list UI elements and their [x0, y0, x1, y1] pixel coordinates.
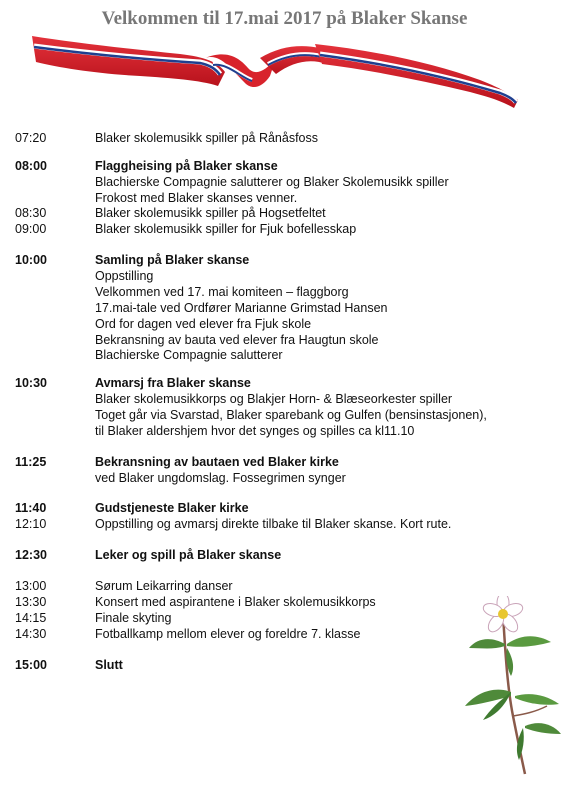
row-time: 12:10	[15, 517, 47, 531]
anemone-flower-illustration	[455, 596, 565, 776]
row-time: 14:30	[15, 627, 47, 641]
schedule-row	[0, 158, 569, 174]
row-text: Sørum Leikarring danser	[95, 579, 233, 593]
row-time: 11:25	[15, 455, 47, 469]
row-time: 10:30	[15, 376, 47, 390]
schedule-row	[0, 284, 569, 300]
row-text: Blaker skolemusikk spiller for Fjuk bofellesskap	[95, 222, 357, 236]
schedule-row	[0, 174, 569, 190]
schedule-row	[0, 470, 569, 486]
row-text: Samling på Blaker skanse	[95, 253, 250, 267]
schedule-row	[0, 332, 569, 348]
row-text: Frokost med Blaker skanses venner.	[95, 191, 298, 205]
schedule-row	[0, 190, 569, 206]
row-text: Blachierske Compagnie salutterer og Blaker Skolemusikk spiller	[95, 175, 449, 189]
row-text: Velkommen ved 17. mai komiteen – flaggborg	[95, 285, 349, 299]
row-text: Fotballkamp mellom elever og foreldre 7. klasse	[95, 627, 361, 641]
row-text: ved Blaker ungdomslag. Fossegrimen synger	[95, 471, 346, 485]
row-time: 09:00	[15, 222, 47, 236]
schedule-row	[0, 454, 569, 470]
row-text: Ord for dagen ved elever fra Fjuk skole	[95, 317, 312, 331]
row-text: Gudstjeneste Blaker kirke	[95, 501, 249, 515]
row-text: Bekransning av bauta ved elever fra Haugtun skole	[95, 333, 379, 347]
row-text: Oppstilling og avmarsj direkte tilbake til Blaker skanse. Kort rute.	[95, 517, 452, 531]
row-time: 14:15	[15, 611, 47, 625]
row-text: 17.mai-tale ved Ordfører Marianne Grimstad Hansen	[95, 301, 388, 315]
row-text: Konsert med aspirantene i Blaker skolemusikkorps	[95, 595, 376, 609]
schedule-row	[0, 300, 569, 316]
row-time: 07:20	[15, 131, 47, 145]
schedule-row	[0, 221, 569, 237]
row-time: 13:30	[15, 595, 47, 609]
schedule-row	[0, 375, 569, 391]
page-title: Velkommen til 17.mai 2017 på Blaker Skanse	[101, 8, 468, 29]
row-time: 12:30	[15, 548, 47, 562]
row-text: Oppstilling	[95, 269, 154, 283]
row-text: til Blaker aldershjem hvor det synges og spilles ca kl11.10	[95, 424, 415, 438]
row-text: Leker og spill på Blaker skanse	[95, 548, 282, 562]
row-text: Blaker skolemusikkorps og Blakjer Horn- & Blæseorkester spiller	[95, 392, 453, 406]
row-time: 11:40	[15, 501, 47, 515]
schedule-row	[0, 516, 569, 532]
schedule-row	[0, 391, 569, 407]
row-text: Blachierske Compagnie salutterer	[95, 348, 283, 362]
schedule-row	[0, 407, 569, 423]
row-text: Bekransning av bautaen ved Blaker kirke	[95, 455, 339, 469]
schedule-row	[0, 578, 569, 594]
schedule-row	[0, 205, 569, 221]
row-time: 08:30	[15, 206, 47, 220]
row-text: Slutt	[95, 658, 123, 672]
row-text: Finale skyting	[95, 611, 172, 625]
schedule-row	[0, 500, 569, 516]
schedule-row	[0, 316, 569, 332]
schedule-row	[0, 252, 569, 268]
row-text: Avmarsj fra Blaker skanse	[95, 376, 251, 390]
schedule-row	[0, 130, 569, 146]
row-time: 13:00	[15, 579, 47, 593]
row-text: Toget går via Svarstad, Blaker sparebank og Gulfen (bensinstasjonen),	[95, 408, 487, 422]
schedule-row	[0, 423, 569, 439]
row-text: Blaker skolemusikk spiller på Rånåsfoss	[95, 131, 319, 145]
schedule-row	[0, 347, 569, 363]
row-time: 08:00	[15, 159, 47, 173]
row-text: Blaker skolemusikk spiller på Hogsetfeltet	[95, 206, 326, 220]
row-time: 10:00	[15, 253, 47, 267]
schedule-row	[0, 268, 569, 284]
row-time: 15:00	[15, 658, 47, 672]
row-text: Flaggheising på Blaker skanse	[95, 159, 278, 173]
schedule-row	[0, 547, 569, 563]
